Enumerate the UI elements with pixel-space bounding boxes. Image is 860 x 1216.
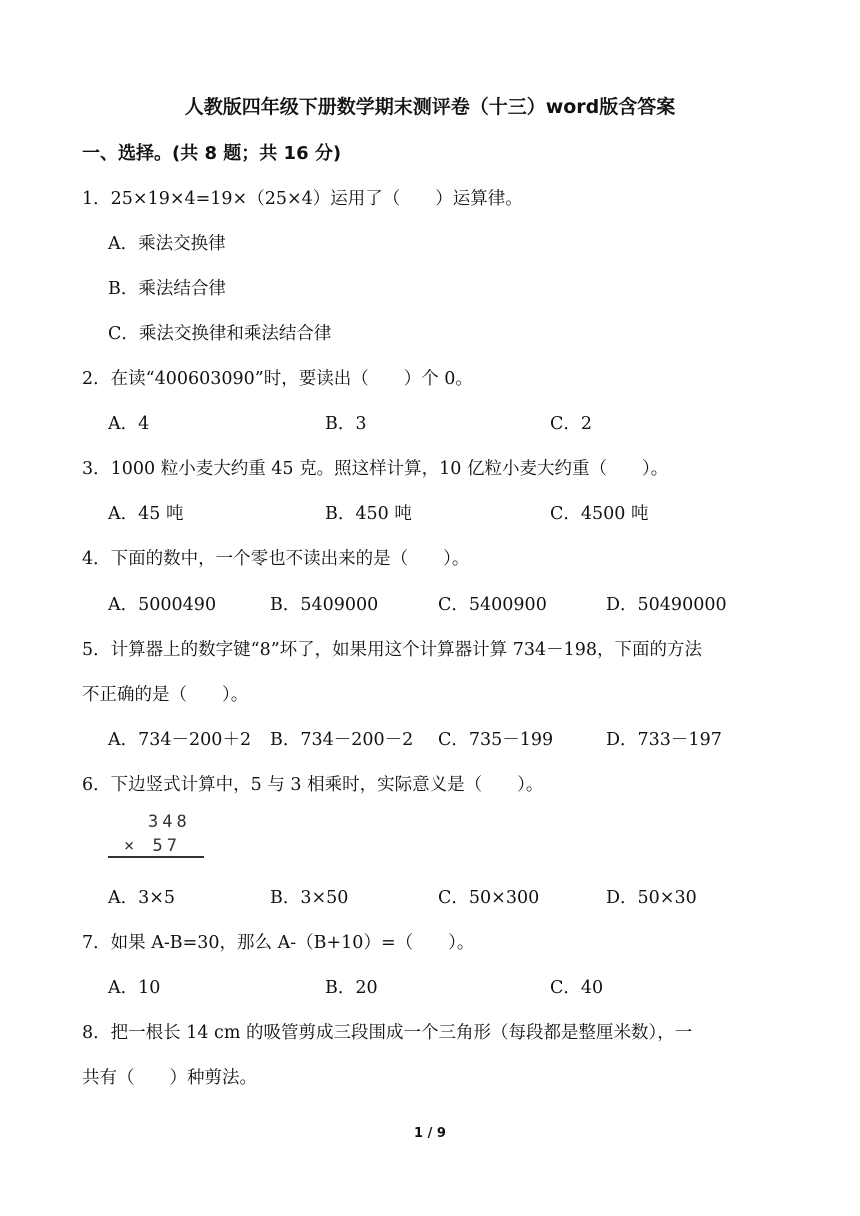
q3-option-c: C．4500 吨 xyxy=(550,504,649,524)
q1-option-c: C．乘法交换律和乘法结合律 xyxy=(108,324,332,344)
q4-option-d: D．50490000 xyxy=(606,595,727,615)
q1-option-b: B．乘法结合律 xyxy=(108,279,226,299)
q4-option-c: C．5400900 xyxy=(438,595,547,615)
q3-option-a: A．45 吨 xyxy=(108,504,184,524)
q6-option-b: B．3×50 xyxy=(270,888,349,908)
question-2: 2．在读“400603090”时，要读出（ ）个 0。 xyxy=(82,369,473,389)
q1-option-a: A．乘法交换律 xyxy=(108,234,226,254)
question-1: 1．25×19×4=19×（25×4）运用了（ ）运算律。 xyxy=(82,189,523,209)
q6-option-d: D．50×30 xyxy=(606,888,697,908)
q7-option-b: B．20 xyxy=(325,978,378,998)
question-6: 6．下边竖式计算中，5 与 3 相乘时，实际意义是（ ）。 xyxy=(82,775,544,795)
page-title: 人教版四年级下册数学期末测评卷（十三）word版含答案 xyxy=(184,96,676,118)
q5-option-b: B．734－200－2 xyxy=(270,730,414,750)
q5-option-d: D．733－197 xyxy=(606,730,722,750)
q2-option-a: A．4 xyxy=(108,414,150,434)
vertical-multiplication xyxy=(108,812,204,860)
q6-option-a: A．3×5 xyxy=(108,888,176,908)
q6-option-c: C．50×300 xyxy=(438,888,540,908)
q2-option-c: C．2 xyxy=(550,414,593,434)
q3-option-b: B．450 吨 xyxy=(325,504,412,524)
question-4: 4．下面的数中，一个零也不读出来的是（ ）。 xyxy=(82,549,470,569)
q4-option-a: A．5000490 xyxy=(108,595,217,615)
question-7: 7．如果 A-B=30，那么 A-（B+10）=（ ）。 xyxy=(82,933,475,953)
section-heading: 一、选择。(共 8 题；共 16 分) xyxy=(82,143,342,164)
q4-option-b: B．5409000 xyxy=(270,595,379,615)
question-5-line-1: 5．计算器上的数字键“8”坏了，如果用这个计算器计算 734－198，下面的方法 xyxy=(82,640,703,660)
question-8-line-2: 共有（ ）种剪法。 xyxy=(82,1068,257,1088)
q5-option-a: A．734－200＋2 xyxy=(108,730,252,750)
question-3: 3．1000 粒小麦大约重 45 克。照这样计算，10 亿粒小麦大约重（ ）。 xyxy=(82,459,669,479)
question-8-line-1: 8．把一根长 14 cm 的吸管剪成三段围成一个三角形（每段都是整厘米数），一 xyxy=(82,1023,693,1043)
q2-option-b: B．3 xyxy=(325,414,367,434)
q7-option-c: C．40 xyxy=(550,978,604,998)
calc-multiplier: × 57 xyxy=(124,836,181,856)
calc-multiplicand: 348 xyxy=(148,812,191,832)
q5-option-c: C．735－199 xyxy=(438,730,554,750)
page-number: 1 / 9 xyxy=(414,1126,446,1141)
q7-option-a: A．10 xyxy=(108,978,161,998)
calc-underline xyxy=(108,856,204,858)
question-5-line-2: 不正确的是（ ）。 xyxy=(82,685,249,705)
